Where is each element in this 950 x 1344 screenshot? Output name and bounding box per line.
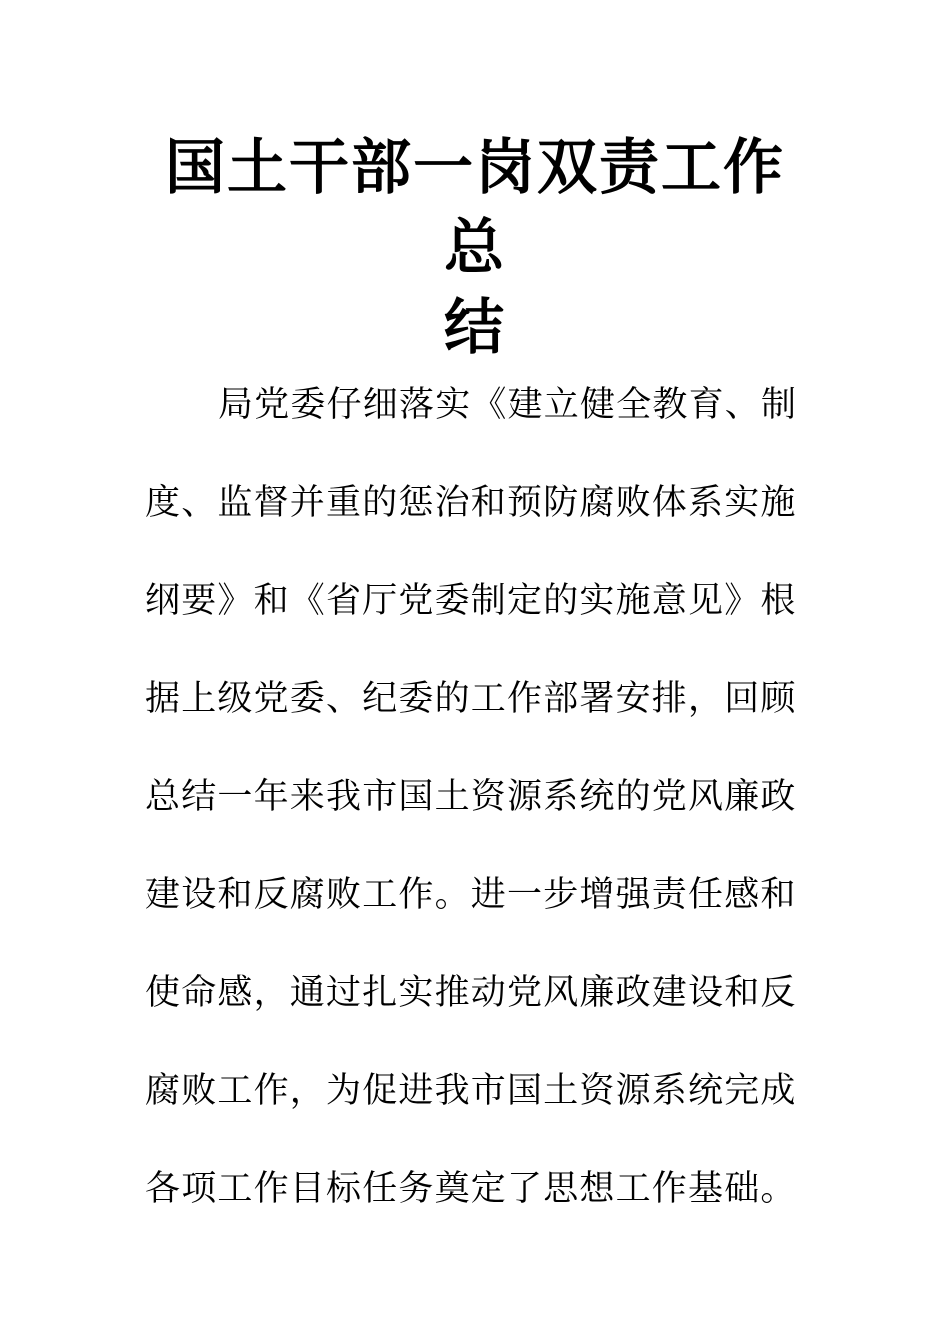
title-line-2: 结 bbox=[444, 293, 506, 363]
body-line-1: 局党委仔细落实《建立健全教育、制 bbox=[218, 385, 798, 425]
body-line-7: 使命感，通过扎实推动党风廉政建设和反 bbox=[145, 973, 797, 1013]
body-paragraph bbox=[145, 356, 807, 1238]
body-line-4: 据上级党委、纪委的工作部署安排，回顾 bbox=[145, 679, 797, 719]
body-line-2: 度、监督并重的惩治和预防腐败体系实施 bbox=[145, 483, 797, 523]
body-line-8: 腐败工作，为促进我市国土资源系统完成 bbox=[145, 1071, 797, 1111]
document-title bbox=[145, 128, 805, 368]
body-line-3: 纲要》和《省厅党委制定的实施意见》根 bbox=[145, 581, 797, 621]
title-line-1: 国土干部一岗双责工作总 bbox=[165, 133, 785, 283]
body-line-9: 各项工作目标任务奠定了思想工作基础。 bbox=[145, 1169, 797, 1209]
body-line-6: 建设和反腐败工作。进一步增强责任感和 bbox=[145, 875, 797, 915]
body-line-5: 总结一年来我市国土资源系统的党风廉政 bbox=[145, 777, 797, 817]
